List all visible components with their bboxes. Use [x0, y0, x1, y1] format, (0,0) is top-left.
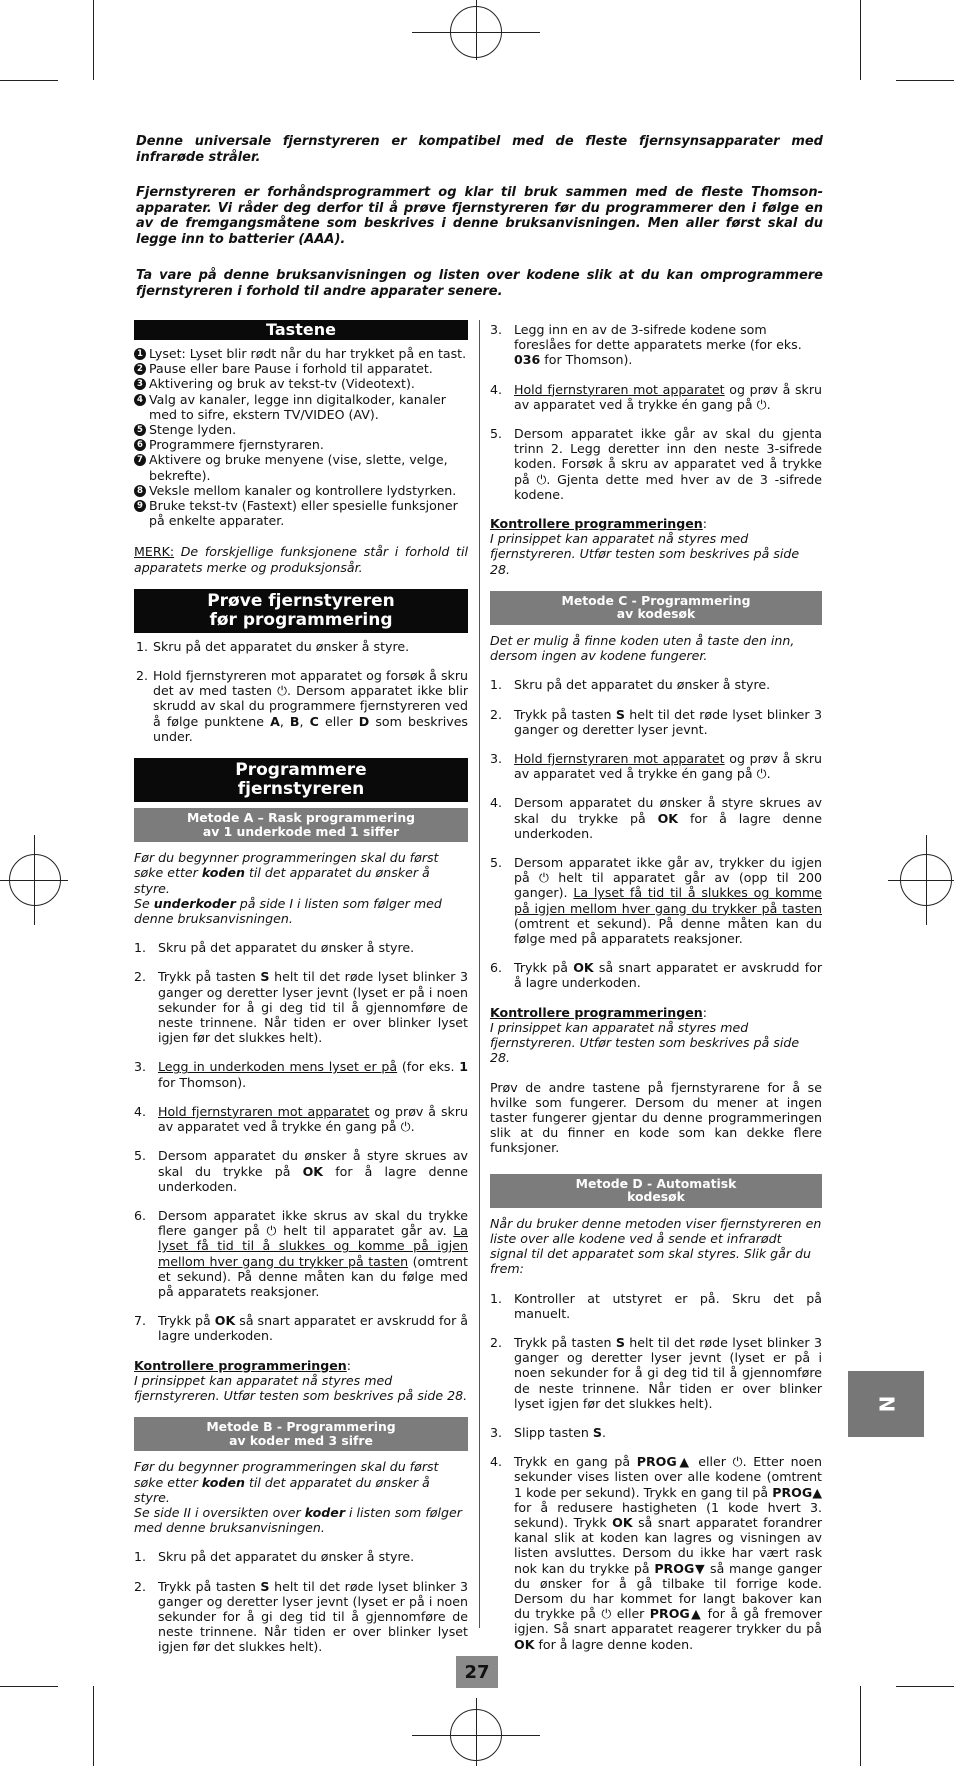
crop-mark — [0, 1686, 58, 1687]
text: og prøv å skru av apparatet ved å trykke én gang på — [514, 381, 822, 412]
step-text — [158, 1148, 468, 1194]
subheading-metode-d — [490, 1174, 822, 1208]
list-item — [490, 322, 822, 368]
note-label: MERK: — [134, 544, 175, 560]
power-icon: ⏻ — [539, 870, 549, 886]
heading-line: av koder med 3 sifre — [229, 1432, 373, 1448]
list-item — [134, 437, 468, 452]
triangle-up-icon: ▲ — [689, 1606, 703, 1622]
text: for å gå fremover igjen. Så snart apparatet reagerer trykker du på — [514, 1606, 822, 1637]
left-column — [134, 320, 468, 1669]
text: koden — [201, 865, 245, 881]
number-badge: 6 — [134, 439, 146, 451]
text: Slipp tasten — [514, 1424, 593, 1440]
text: Før du begynner programmeringen skal du først søke etter — [134, 850, 439, 881]
text: . Etter noen sekunder vises listen over alle kodene (omtrent 1 kode per sekund). Trykk en gang til på — [514, 1454, 823, 1500]
step-number: 2. — [136, 668, 149, 684]
kontrollere-title: Kontrollere programmeringen — [490, 516, 703, 532]
text: eller — [691, 1454, 733, 1470]
key-label: OK — [573, 960, 594, 976]
language-tab-label: N — [874, 1395, 898, 1413]
key-list — [134, 346, 468, 528]
crop-mark — [0, 80, 58, 81]
list-item — [490, 751, 822, 781]
text: . — [766, 766, 771, 782]
heading-line: av 1 underkode med 1 siffer — [202, 823, 400, 839]
letter: D — [358, 713, 370, 729]
kontrollere-block — [134, 1358, 468, 1404]
step-number: 3. — [134, 1059, 147, 1075]
list-item — [490, 426, 822, 502]
kontrollere-text: I prinsippet kan apparatet nå styres med fjernstyreren. Utfør testen som beskrives på side 28. — [490, 531, 800, 577]
number-badge: 5 — [134, 424, 146, 436]
list-item — [490, 855, 822, 946]
step-text — [514, 382, 822, 412]
number-badge: 8 — [134, 485, 146, 497]
crop-mark — [93, 0, 94, 80]
key-text: Aktivering og bruk av tekst-tv (Videotext). — [149, 376, 415, 392]
step-number: 3. — [490, 322, 503, 337]
text: og prøv å skru av apparatet ved å trykke én gang på — [514, 751, 822, 782]
note-text: De forskjellige funksjonene står i forhold til apparatets merke og produksjonsår. — [134, 544, 468, 575]
text: Trykk på tasten — [158, 969, 261, 985]
text: for å redusere hastigheten (1 kode hvert 3. sekund). Trykk — [514, 1499, 822, 1530]
list-item — [490, 1454, 822, 1652]
step-text — [158, 1313, 468, 1343]
text: i listen som følger med denne bruksanvisningen. — [134, 1504, 462, 1536]
step-text — [158, 1208, 468, 1299]
text: helt til apparatet går av (opp til 200 ganger). — [514, 870, 822, 901]
text: så snart apparatet er avskrudd for å lagre underkoden. — [514, 960, 823, 991]
list-item — [490, 707, 822, 737]
key-label: OK — [612, 1514, 633, 1530]
text: helt til det røde lyset blinker 3 ganger og deretter lyser jevnt (lyset er på i noen sekunder for å gi deg tid til å gjennomføre de neste trinnene. Når tiden er over blinker lyset igjen før det slukkes helt). — [158, 969, 468, 1046]
kontrollere-text: I prinsippet kan apparatet nå styres med fjernstyreren. Utfør testen som beskrives på side 28. — [490, 1019, 800, 1066]
crop-mark — [896, 80, 954, 81]
text: for å lagre denne koden. — [534, 1636, 694, 1652]
text: . Dersom apparatet ikke blir skrudd av skal du programmere fjernstyreren ved å følge punktene — [153, 683, 468, 729]
step-text: Kontroller at utstyret er på. Skru det på manuelt. — [514, 1290, 822, 1321]
text: Dersom apparatet ikke går av skal du gjenta trinn 2. Legg deretter inn den neste 3-sifrede koden. Forsøk å skru av apparatet ved å trykke på — [514, 426, 822, 487]
heading-line: av kodesøk — [616, 606, 696, 622]
text: og prøv å skru av apparatet ved å trykke én gang på — [158, 1103, 468, 1135]
text: Se — [134, 895, 154, 911]
text: (for eks. — [397, 1059, 460, 1075]
text: : — [346, 1357, 352, 1373]
step-number: 2. — [134, 1578, 147, 1594]
text: koder — [304, 1504, 346, 1520]
step-number: 1. — [490, 677, 503, 693]
step-number: 3. — [490, 751, 503, 767]
step-number: 6. — [134, 1207, 147, 1223]
text: eller — [611, 1606, 650, 1622]
text: Trykk på tasten — [514, 706, 616, 722]
step-text — [514, 751, 822, 781]
heading-line: Metode A – Rask programmering — [186, 810, 416, 826]
step-text: Skru på det apparatet du ønsker å styre. — [158, 1549, 415, 1565]
text: : — [702, 1004, 708, 1020]
key-text: Bruke tekst-tv (Fastext) eller spesielle funksjoner på enkelte apparater. — [149, 498, 458, 529]
triangle-up-icon: ▲ — [812, 1484, 823, 1500]
step-number: 6. — [490, 960, 503, 976]
list-item — [490, 1425, 822, 1440]
section-heading-prove — [134, 589, 468, 633]
text: Dersom apparatet ikke skrus av skal du trykke flere ganger på — [158, 1207, 468, 1239]
registration-circle — [450, 1709, 502, 1761]
list-item — [134, 1579, 468, 1655]
key-text: Programmere fjernstyraren. — [149, 437, 324, 453]
kontrollere-title: Kontrollere programmeringen — [134, 1357, 347, 1373]
step-text — [514, 1454, 822, 1652]
text: Hold fjernstyraren mot apparatet — [158, 1103, 370, 1119]
step-number: 2. — [490, 1334, 503, 1350]
text: . Gjenta dette med hver av de 3 -sifrede kodene. — [514, 471, 823, 502]
list-item — [490, 677, 822, 692]
list-item — [134, 392, 468, 422]
text: Trykk en gang på — [514, 1454, 637, 1470]
step-text — [514, 795, 822, 841]
list-item — [490, 960, 822, 990]
number-badge: 3 — [134, 378, 146, 390]
text: La lyset få tid til å slukkes og komme på igjen mellom hver gang du trykker på tasten — [158, 1223, 468, 1269]
intro-paragraph: Ta vare på denne bruksanvisningen og listen over kodene slik at du kan omprogrammere fjernstyreren i forhold til andre apparater senere. — [136, 268, 823, 299]
text: Trykk på tasten — [158, 1578, 261, 1594]
list-item — [134, 969, 468, 1045]
power-icon: ⏻ — [732, 1454, 743, 1470]
key-text: Stenge lyden. — [149, 422, 237, 438]
text: så snart apparatet forandrer kanal slik at koden kan lagres og visningen av listen avsluttes. Dersom du ikke har vært rask nok kan du trykke på — [514, 1514, 823, 1576]
list-item — [134, 668, 468, 744]
text: på side I i listen som følger med denne bruksanvisningen. — [134, 895, 442, 927]
power-icon: ⏻ — [756, 766, 767, 782]
crop-mark — [896, 1686, 954, 1687]
text: til det apparatet du ønsker å styre. — [134, 1474, 430, 1505]
key-label: PROG — [636, 1454, 677, 1470]
text: helt til det røde lyset blinker 3 ganger og deretter lyser jevnt. — [514, 706, 822, 737]
text: (omtrent et sekund). På denne måten kan du følge med på apparatets reaksjoner. — [514, 915, 822, 947]
metode-b-steps-right — [490, 322, 822, 502]
step-number: 2. — [490, 706, 503, 722]
list-item — [134, 1208, 468, 1299]
list-item — [134, 452, 468, 482]
heading-line: Prøve fjernstyreren — [207, 590, 395, 611]
column-divider — [479, 320, 480, 1628]
step-text — [158, 1579, 468, 1655]
metode-a-intro — [134, 850, 468, 926]
intro-paragraph: Fjernstyreren er forhåndsprogrammert og klar til bruk sammen med de fleste Thomson-apparater. Vi råder deg derfor til å prøve fjernstyreren før du programmerer den i følge en av de fremgangsmåtene som beskrives i denne bruksanvisningen. Men aller først skal du legge inn to batterier (AAA). — [136, 185, 823, 247]
metode-d-steps — [490, 1291, 822, 1652]
number-badge: 9 — [134, 500, 146, 512]
list-item — [490, 1335, 822, 1411]
key-text: Pause eller bare Pause i forhold til apparatet. — [149, 361, 433, 377]
list-item — [134, 1148, 468, 1194]
step-number: 3. — [490, 1424, 503, 1440]
crop-mark — [93, 1686, 94, 1766]
key-label: PROG — [649, 1606, 690, 1622]
heading-line: før programmering — [209, 609, 393, 630]
list-item — [134, 483, 468, 498]
key-text: Lyset: Lyset blir rødt når du har trykket på en tast. — [149, 346, 467, 361]
text: helt til det røde lyset blinker 3 ganger og deretter lyser jevnt (lyset er på i noen sekunder for å gi deg tid til å gjennomføre de neste trinnene. Når tiden er over blinker lyset igjen før det slukkes helt). — [158, 1578, 468, 1655]
text: Hold fjernstyreren mot apparatet og forsøk å skru det av med tasten — [153, 668, 468, 699]
list-item — [134, 346, 468, 361]
step-text: Skru på det apparatet du ønsker å styre. — [514, 677, 771, 693]
text: . — [410, 1119, 415, 1135]
list-item — [134, 639, 468, 654]
text: Trykk på — [158, 1313, 215, 1329]
kontrollere-block — [490, 1005, 822, 1066]
metode-d-intro: Når du bruker denne metoden viser fjernstyreren en liste over alle kodene ved å sende et infrarødt signal til det apparatet som skal styres. Slik går du frem: — [490, 1215, 822, 1277]
text: , — [279, 713, 290, 729]
power-icon: ⏻ — [536, 471, 547, 487]
text: helt til det røde lyset blinker 3 ganger og deretter lyser jevnt (lyset er på i noen sekunder for å gi deg tid til å gjennomføre de neste trinnene. Når tiden er over blinker lyset igjen før det slukkes helt). — [514, 1334, 822, 1411]
heading-line: Metode D - Automatisk — [575, 1175, 737, 1191]
text: Dersom apparatet ikke går av, trykker du igjen på — [514, 855, 822, 886]
key-label: PROG — [654, 1560, 695, 1576]
text: (omtrent et sekund). På denne måten kan du følge med på apparatets reaksjoner. — [158, 1253, 468, 1299]
step-number: 1. — [490, 1290, 503, 1306]
kontrollere-text: I prinsippet kan apparatet nå styres med fjernstyreren. Utfør testen som beskrives på side 28. — [134, 1372, 468, 1403]
list-item — [134, 1549, 468, 1564]
metode-a-steps — [134, 940, 468, 1343]
step-number: 2. — [134, 969, 147, 985]
text: Legg inn en av de 3-sifrede kodene som foreslåes for dette apparatets merke (for eks. — [514, 322, 802, 353]
text: til det apparatet du ønsker å styre. — [134, 865, 430, 896]
intro-paragraph: Denne universale fjernstyreren er kompatibel med de fleste fjernsynsapparater med infrarøde stråler. — [136, 134, 823, 165]
text: Før du begynner programmeringen skal du først søke etter — [134, 1459, 439, 1490]
step-text: Skru på det apparatet du ønsker å styre. — [158, 940, 415, 956]
list-item — [134, 376, 468, 391]
text: : — [702, 516, 708, 532]
text: Se side II i oversikten over — [134, 1504, 305, 1520]
registration-circle — [450, 6, 502, 58]
prove-steps — [134, 639, 468, 744]
heading-line: Metode B - Programmering — [206, 1419, 396, 1435]
crop-mark — [860, 0, 861, 80]
step-number: 4. — [134, 1103, 147, 1119]
power-icon: ⏻ — [277, 683, 288, 699]
list-item — [134, 940, 468, 955]
metode-c-outro: Prøv de andre tastene på fjernstyrarene for å se hvilke som fungerer. Dersom du mener at ingen taster fungerer gjentar du denne programmeringen slik at du finner en kode som kan dekke flere funksjoner. — [490, 1079, 822, 1156]
step-number: 5. — [490, 855, 503, 871]
list-item — [134, 422, 468, 437]
heading-line: fjernstyreren — [237, 779, 365, 800]
step-text — [158, 1059, 468, 1089]
key-label: OK — [514, 1636, 535, 1652]
metode-b-intro — [134, 1459, 468, 1535]
list-item — [134, 361, 468, 376]
list-item — [490, 382, 822, 412]
key-text: Veksle mellom kanaler og kontrollere lydstyrken. — [149, 482, 457, 498]
section-heading-tastene: Tastene — [134, 320, 468, 340]
text: for Thomson). — [158, 1074, 247, 1090]
key-label: PROG — [772, 1484, 813, 1500]
power-icon: ⏻ — [756, 396, 767, 412]
text: Hold fjernstyraren mot apparatet — [514, 381, 725, 397]
text: Dersom apparatet du ønsker å styre skrues av skal du trykke på — [514, 795, 822, 826]
section-heading-programmere — [134, 758, 468, 802]
note — [134, 544, 468, 574]
text: koden — [201, 1474, 245, 1490]
key-label: OK — [214, 1313, 236, 1329]
metode-b-steps-left — [134, 1549, 468, 1654]
metode-c-steps — [490, 677, 822, 990]
key-label: OK — [657, 810, 679, 826]
list-item — [134, 498, 468, 528]
key-label: S — [260, 1578, 270, 1594]
right-column — [490, 322, 822, 1666]
step-number: 4. — [490, 795, 503, 811]
step-number: 1. — [136, 638, 149, 654]
list-item — [490, 1291, 822, 1321]
registration-circle — [9, 854, 61, 906]
registration-circle — [900, 854, 952, 906]
text: Dersom apparatet du ønsker å styre skrues av skal du trykke på — [158, 1148, 468, 1179]
text: 036 — [514, 352, 541, 368]
step-text — [514, 426, 822, 502]
step-number: 5. — [490, 426, 503, 442]
step-number: 1. — [134, 1549, 147, 1565]
key-label: S — [592, 1424, 602, 1440]
text: Hold fjernstyraren mot apparatet — [514, 751, 725, 767]
subheading-metode-c — [490, 591, 822, 625]
step-text — [158, 969, 468, 1045]
heading-line: kodesøk — [627, 1189, 685, 1205]
step-text — [153, 668, 468, 744]
key-label: S — [260, 969, 270, 985]
step-number: 5. — [134, 1148, 147, 1164]
step-text — [514, 1425, 822, 1440]
text: for å lagre denne underkoden. — [158, 1163, 468, 1194]
key-label: OK — [302, 1163, 324, 1179]
key-text: Valg av kanaler, legge inn digitalkoder, kanaler med to sifre, ekstern TV/VIDEO (AV). — [149, 391, 446, 422]
triangle-up-icon: ▲ — [676, 1454, 692, 1470]
step-number: 1. — [134, 940, 147, 956]
letter: B — [289, 713, 300, 729]
key-label: S — [615, 1334, 625, 1350]
text: Legg in underkoden mens lyset er på — [158, 1059, 398, 1075]
step-text — [514, 1335, 822, 1411]
kontrollere-title: Kontrollere programmeringen — [490, 1004, 703, 1020]
text: Trykk på tasten — [514, 1334, 616, 1350]
key-label: S — [615, 706, 625, 722]
text: helt til apparatet går av. — [276, 1223, 454, 1239]
key-text: Aktivere og bruke menyene (vise, slette, velge, bekrefte). — [149, 452, 448, 483]
text: som beskrives under. — [153, 713, 468, 744]
text: eller — [318, 713, 359, 729]
number-badge: 4 — [134, 394, 146, 406]
letter: A — [270, 713, 280, 729]
triangle-down-icon: ▼ — [694, 1560, 706, 1576]
list-item — [490, 795, 822, 841]
list-item — [134, 1104, 468, 1134]
subheading-metode-a — [134, 808, 468, 842]
number-badge: 2 — [134, 363, 146, 375]
number-badge: 7 — [134, 454, 146, 466]
step-text: Skru på det apparatet du ønsker å styre. — [153, 638, 410, 654]
text: så mange ganger du ønsker for å gå tilbake til forrige kode. Dersom du har kommet for langt bakover kan du trykke på — [514, 1560, 822, 1622]
heading-line: Metode C - Programmering — [561, 592, 751, 608]
text: for Thomson). — [540, 352, 633, 368]
step-text — [514, 855, 822, 946]
number-badge: 1 — [134, 348, 146, 360]
text: så snart apparatet er avskrudd for å lagre underkoden. — [158, 1313, 469, 1344]
step-text — [514, 322, 822, 368]
step-text — [158, 1104, 468, 1134]
text: for å lagre denne underkoden. — [514, 810, 822, 841]
power-icon: ⏻ — [266, 1223, 277, 1239]
list-item — [134, 1059, 468, 1089]
text: La lyset få tid til å slukkes og komme på igjen mellom hver gang du trykker på tasten — [514, 885, 822, 916]
text: Trykk på — [514, 960, 574, 976]
text: . — [601, 1424, 606, 1440]
power-icon: ⏻ — [601, 1606, 612, 1622]
letter: C — [309, 713, 319, 729]
step-text — [514, 707, 822, 737]
step-text — [514, 960, 822, 990]
kontrollere-block — [490, 516, 822, 577]
language-tab — [848, 1371, 924, 1437]
step-number: 4. — [490, 381, 503, 397]
text: , — [299, 713, 310, 729]
crop-mark — [860, 1686, 861, 1766]
text: 1 — [459, 1059, 468, 1075]
subheading-metode-b — [134, 1417, 468, 1451]
heading-line: Programmere — [235, 760, 367, 781]
text: . — [766, 396, 771, 412]
power-icon: ⏻ — [400, 1119, 411, 1135]
text: underkoder — [153, 895, 236, 911]
metode-c-intro: Det er mulig å finne koden uten å taste den inn, dersom ingen av kodene fungerer. — [490, 633, 795, 664]
list-item — [134, 1313, 468, 1343]
step-number: 4. — [490, 1454, 503, 1470]
page-number: 27 — [456, 1656, 498, 1688]
step-number: 7. — [134, 1313, 147, 1329]
